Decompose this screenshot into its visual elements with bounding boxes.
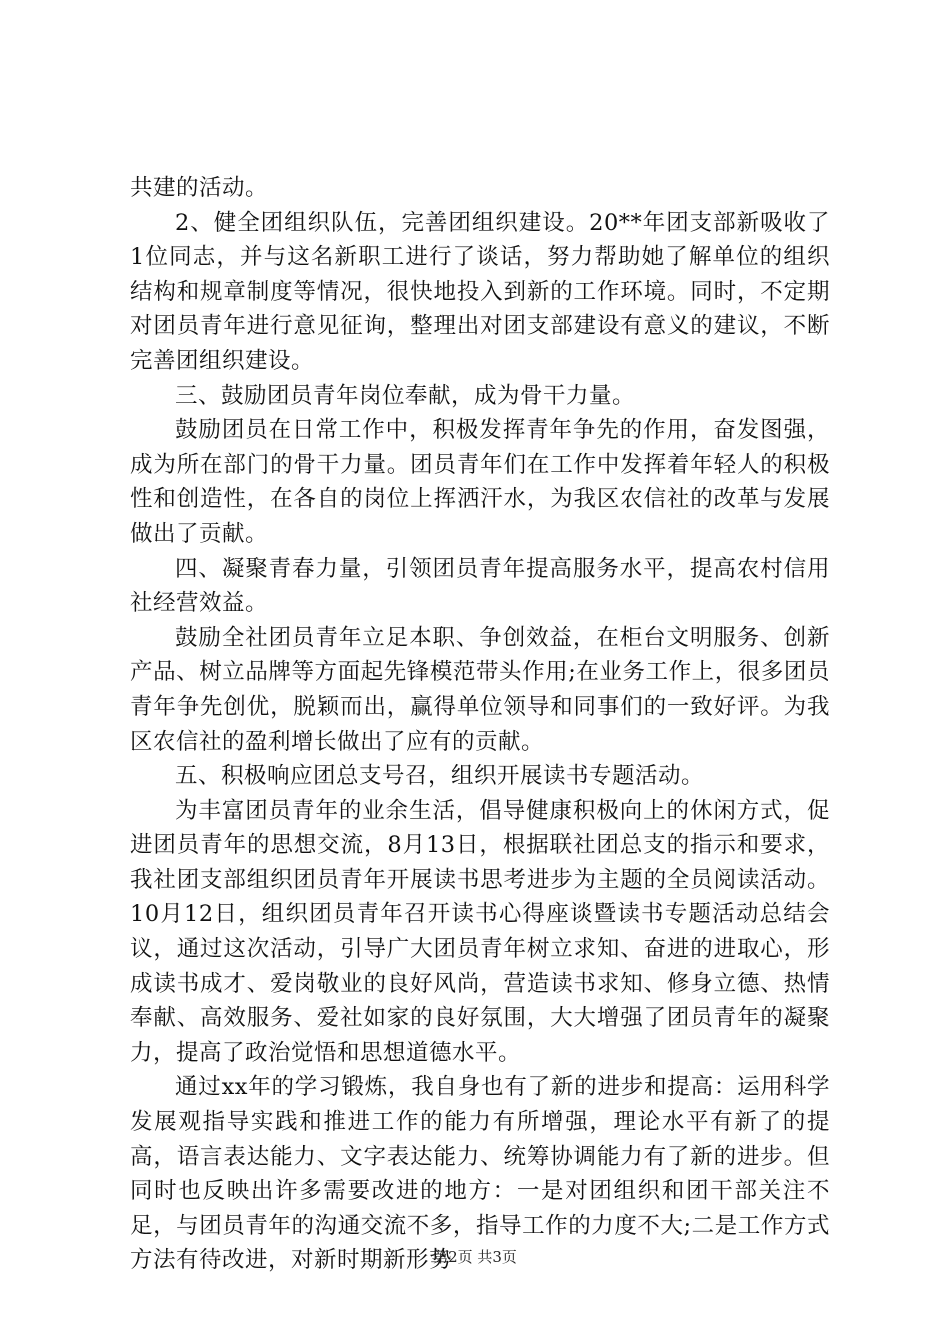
section-heading-3: 三、鼓励团员青年岗位奉献，成为骨干力量。 [175, 382, 636, 409]
page-number-footer: 第2页 共3页 [433, 1248, 517, 1266]
section-heading-4: 四、凝聚青春力量，引领团员青年提高服务水平，提高农村信用社经营效益。 [130, 555, 830, 617]
paragraph-continuation: 共建的活动。 [130, 175, 269, 201]
paragraph-summary: 通过xx年的学习锻炼，我自身也有了新的进步和提高：运用科学发展观指导实践和推进工作的能力有所增强，理论水平有新了的提高，语言表达能力、文字表达能力、统筹协调能力有了新的进步。但同时也反映出许多需要改进的地方：一是对团组织和团干部关注不足，与团员青年的沟通交流不多，指导工作的力度不大;二是工作方式方法有待改进，对新时期新形势 [130, 1074, 830, 1274]
paragraph-section-5: 为丰富团员青年的业余生活，倡导健康积极向上的休闲方式，促进团员青年的思想交流，8月13日，根据联社团总支的指示和要求，我社团支部组织团员青年开展读书思考进步为主题的全员阅读活动。10月12日，组织团员青年召开读书心得座谈暨读书专题活动总结会议，通过这次活动，引导广大团员青年树立求知、奋进的进取心，形成读书成才、爱岗敬业的良好风尚，营造读书求知、修身立德、热情奉献、高效服务、爱社如家的良好氛围，大大增强了团员青年的凝聚力，提高了政治觉悟和思想道德水平。 [130, 797, 830, 1066]
paragraph-section-4: 鼓励全社团员青年立足本职、争创效益，在柜台文明服务、创新产品、树立品牌等方面起先锋模范带头作用;在业务工作上，很多团员青年争先创优，脱颖而出，赢得单位领导和同事们的一致好评。为我区农信社的盈利增长做出了应有的贡献。 [130, 624, 830, 755]
paragraph-section-3: 鼓励团员在日常工作中，积极发挥青年争先的作用，奋发图强，成为所在部门的骨干力量。团员青年们在工作中发挥着年轻人的积极性和创造性，在各自的岗位上挥洒汗水，为我区农信社的改革与发展做出了贡献。 [130, 417, 830, 547]
section-heading-5: 五、积极响应团总支号召，组织开展读书专题活动。 [175, 763, 705, 790]
document-body [130, 171, 830, 1278]
paragraph-item-2: 2、健全团组织队伍，完善团组织建设。20**年团支部新吸收了1位同志，并与这名新职工进行了谈话，努力帮助她了解单位的组织结构和规章制度等情况，很快地投入到新的工作环境。同时，不定期对团员青年进行意见征询，整理出对团支部建设有意义的建议，不断完善团组织建设。 [130, 209, 830, 374]
